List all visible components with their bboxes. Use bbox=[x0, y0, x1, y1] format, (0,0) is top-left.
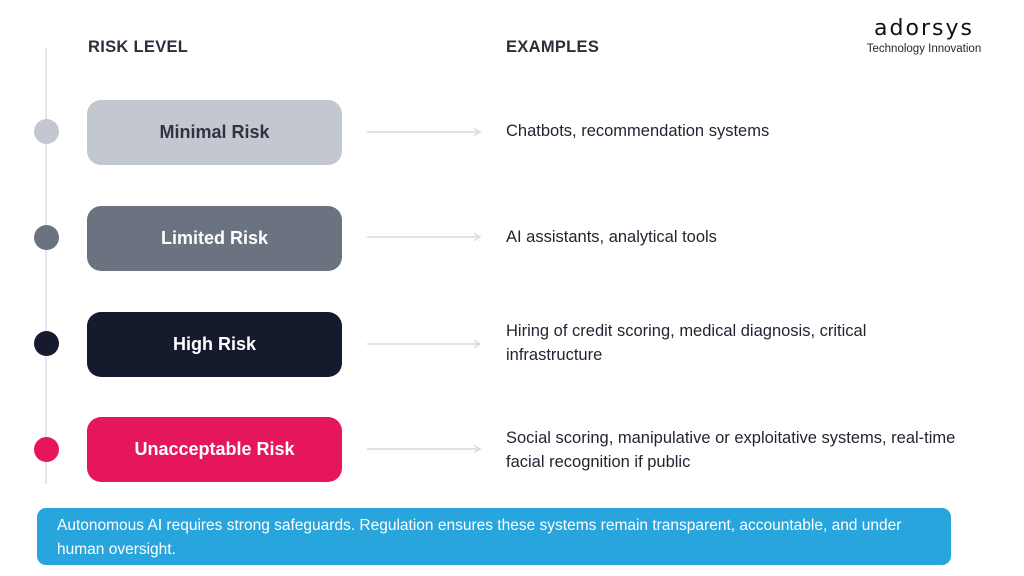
arrow-icon bbox=[367, 232, 483, 242]
timeline-line bbox=[45, 48, 47, 484]
risk-box-unacceptable: Unacceptable Risk bbox=[87, 417, 342, 482]
examples-header: EXAMPLES bbox=[506, 38, 600, 56]
risk-box-minimal: Minimal Risk bbox=[87, 100, 342, 165]
brand-logo bbox=[854, 17, 994, 55]
example-text-unacceptable: Social scoring, manipulative or exploitative systems, real-time facial recognition if public bbox=[506, 429, 956, 471]
brand-name: adorsys bbox=[874, 16, 974, 41]
arrow-icon bbox=[367, 339, 483, 349]
example-text-high: Hiring of credit scoring, medical diagnosis, critical infrastructure bbox=[506, 322, 867, 364]
timeline-dot-high bbox=[34, 331, 59, 356]
timeline-dot-unacceptable bbox=[34, 437, 59, 462]
example-text-minimal: Chatbots, recommendation systems bbox=[506, 122, 770, 140]
example-text-limited: AI assistants, analytical tools bbox=[506, 228, 717, 246]
oversight-callout: Autonomous AI requires strong safeguards. Regulation ensures these systems remain transparent, accountable, and under human oversight. bbox=[37, 508, 951, 565]
risk-box-limited: Limited Risk bbox=[87, 206, 342, 271]
arrow-icon bbox=[367, 127, 483, 137]
timeline-dot-limited bbox=[34, 225, 59, 250]
risk-level-header: RISK LEVEL bbox=[88, 38, 189, 56]
arrow-icon bbox=[367, 444, 483, 454]
brand-tagline: Technology Innovation bbox=[866, 43, 982, 55]
timeline-dot-minimal bbox=[34, 119, 59, 144]
risk-box-high: High Risk bbox=[87, 312, 342, 377]
